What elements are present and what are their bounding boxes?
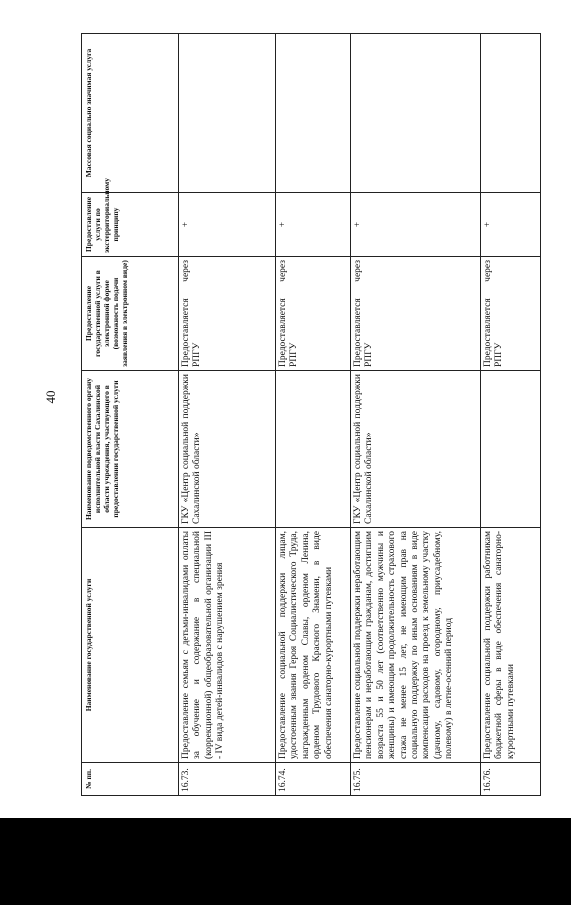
page-number: 40 [43,390,58,404]
header-service-name: Наименование государственной услуги [82,528,179,763]
row-service-name: Предоставление социальной поддержки работникам бюджетной сферы в виде обеспечения санаторно-курортными путевками [481,528,541,763]
row-number: 16.73. [179,763,276,796]
row-institution: ГКУ «Центр социальной поддержки Сахалинской области» [351,371,481,528]
header-extraterritorial: Предоставление услуги по экстерриториальному принципу [82,193,179,257]
row-mass-service [351,34,481,193]
row-institution [276,371,351,528]
rotated-table-wrapper [81,34,523,796]
row-service-name: Предоставление социальной поддержки неработающим пенсионерам и неработающим гражданам, достигшим возраста 55 и 50 лет (соответственно мужчины и женщины) и имеющим продолжительность страхового стажа не менее 15 лет, не имеющим прав на социальную поддержку по иным основаниям в виде компенсации расходов на проезд к земельному участку (дачному, садовому, огородному, приусадебному, полевому) в летне-осенний период [351,528,481,763]
row-extraterritorial: + [351,193,481,257]
row-electronic: Предоставляется через РПГУ [179,257,276,371]
row-electronic: Предоставляется через РПГУ [276,257,351,371]
row-mass-service [179,34,276,193]
table-row [179,34,276,796]
table-header-row [82,34,179,796]
row-institution: ГКУ «Центр социальной поддержки Сахалинской области» [179,371,276,528]
header-mass-service: Массовая социально значимая услуга [82,34,179,193]
header-electronic: Предоставление государственной услуги в электронной форме (возможность подачи заявления в электронном виде) [82,257,179,371]
row-electronic: Предоставляется через РПГУ [481,257,541,371]
row-extraterritorial: + [276,193,351,257]
services-table [81,33,541,796]
row-service-name: Предоставление семьям с детьми-инвалидами оплаты за обучение и содержание в специальной (коррекционной) общеобразовательной организации III - IV вида детей-инвалидов с нарушением зрения [179,528,276,763]
table-row [276,34,351,796]
row-extraterritorial: + [179,193,276,257]
row-service-name: Предоставление социальной поддержки лицам, удостоенным звания Героя Социалистического Труда, награжденным орденом Славы, орденом Ленина, орденом Трудового Красного Знамени, в виде обеспечения санаторно-курортными путевками [276,528,351,763]
row-mass-service [276,34,351,193]
row-number: 16.76. [481,763,541,796]
row-number: 16.75. [351,763,481,796]
row-electronic: Предоставляется через РПГУ [351,257,481,371]
row-institution [481,371,541,528]
row-mass-service [481,34,541,193]
table-row [481,34,541,796]
row-number: 16.74. [276,763,351,796]
header-number: № пп. [82,763,179,796]
header-institution: Наименование подведомственного органу исполнительной власти Сахалинской области учреждения, участвующего в предоставлении государственной услуги [82,371,179,528]
row-extraterritorial: + [481,193,541,257]
table-row [351,34,481,796]
